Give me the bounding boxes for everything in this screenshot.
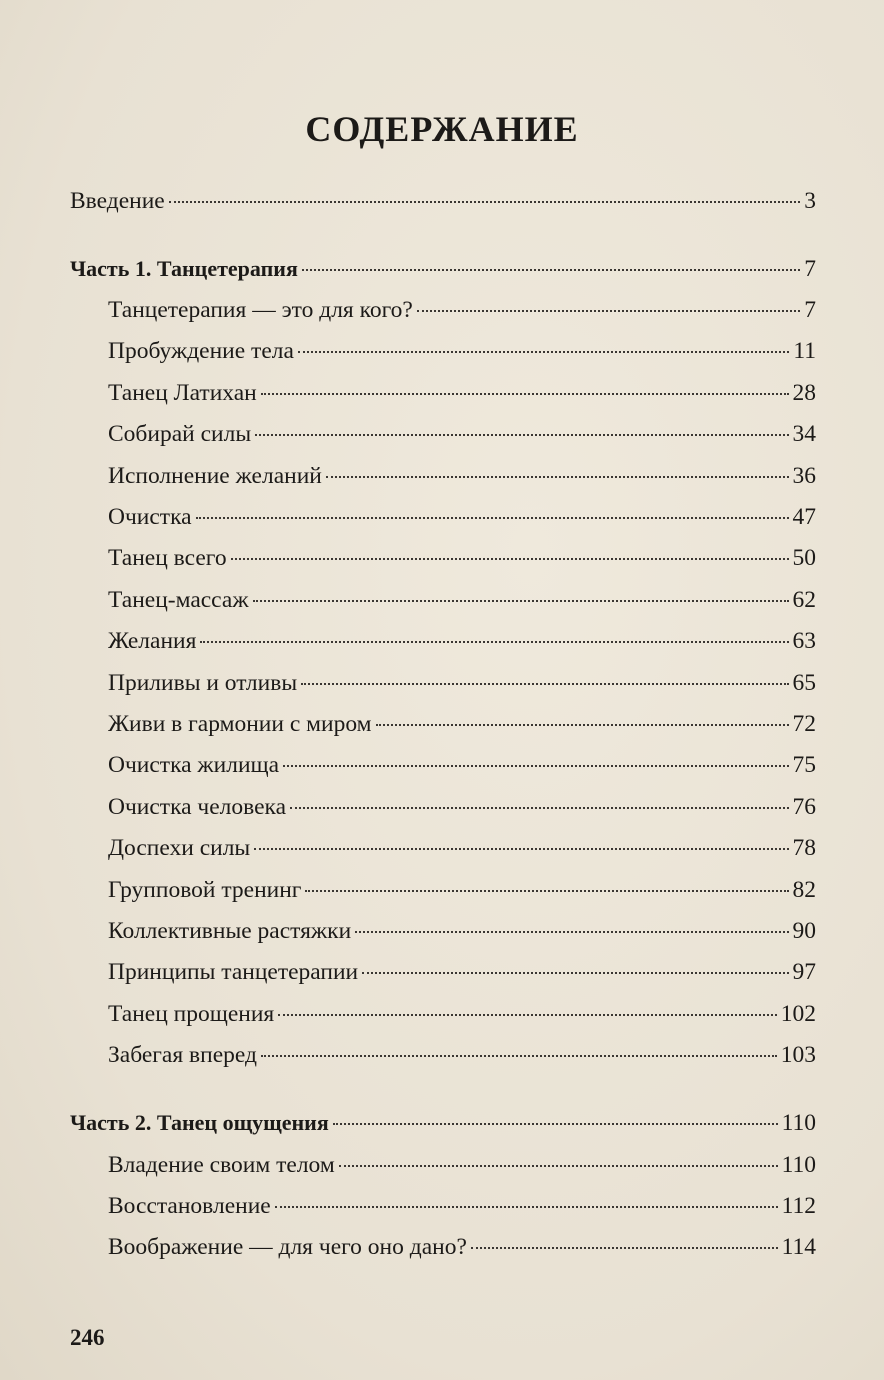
toc-entry bbox=[108, 1234, 816, 1266]
toc-entry bbox=[108, 918, 816, 950]
toc-entry bbox=[108, 545, 816, 577]
toc-entry-label: Групповой тренинг bbox=[108, 876, 302, 903]
toc-entry bbox=[108, 711, 816, 743]
toc-entry-label: Танец-массаж bbox=[108, 586, 249, 613]
toc-part-heading bbox=[70, 256, 816, 288]
toc-page-number: 34 bbox=[792, 421, 816, 448]
dot-leader bbox=[254, 848, 788, 850]
toc-entry bbox=[108, 338, 816, 370]
toc-part-label: Часть 2. Танец ощущения bbox=[70, 1110, 329, 1135]
toc-page-number: 62 bbox=[792, 586, 816, 613]
toc-entry bbox=[108, 421, 816, 453]
toc-entry-label: Введение bbox=[70, 188, 165, 214]
toc-page-number: 63 bbox=[792, 628, 816, 655]
toc-entry-label: Принципы танцетерапии bbox=[108, 959, 359, 986]
toc-entry-label: Танец всего bbox=[108, 545, 227, 572]
toc-entry-label: Приливы и отливы bbox=[108, 669, 298, 696]
toc-entry-label: Очистка человека bbox=[108, 793, 287, 820]
toc-entry bbox=[108, 587, 816, 619]
toc-page-number: 65 bbox=[792, 669, 816, 696]
dot-leader bbox=[362, 972, 788, 974]
dot-leader bbox=[355, 931, 788, 933]
toc-entry bbox=[108, 877, 816, 909]
toc-entry-intro bbox=[70, 188, 816, 220]
page-title: СОДЕРЖАНИЕ bbox=[305, 109, 579, 149]
toc-page-number: 112 bbox=[781, 1193, 816, 1219]
dot-leader bbox=[298, 351, 789, 353]
toc-part-heading bbox=[70, 1110, 816, 1142]
toc-entry-label: Коллективные растяжки bbox=[108, 918, 352, 944]
toc-page-number: 102 bbox=[780, 1000, 816, 1027]
toc-page-number: 7 bbox=[804, 256, 816, 282]
dot-leader bbox=[305, 890, 788, 892]
toc-entry-label: Желания bbox=[108, 628, 197, 655]
toc-page-number: 76 bbox=[792, 793, 816, 820]
toc-entry-label: Исполнение желаний bbox=[108, 462, 322, 489]
dot-leader bbox=[301, 683, 788, 685]
toc-entry-label: Танец Латихан bbox=[108, 379, 257, 406]
dot-leader bbox=[255, 434, 788, 436]
dot-leader bbox=[376, 724, 789, 726]
toc-entry bbox=[108, 670, 816, 702]
dot-leader bbox=[471, 1247, 778, 1249]
toc-page-number: 78 bbox=[792, 835, 816, 862]
toc-entry-label: Танцетерапия — это для кого? bbox=[108, 297, 413, 323]
toc-page-number: 110 bbox=[781, 1110, 816, 1136]
toc-page-number: 97 bbox=[792, 959, 816, 986]
page-number: 246 bbox=[70, 1325, 105, 1350]
toc-page-number: 47 bbox=[792, 504, 816, 530]
toc-page-number: 75 bbox=[792, 752, 816, 779]
dot-leader bbox=[326, 476, 789, 478]
toc-entry bbox=[108, 752, 816, 784]
dot-leader bbox=[169, 201, 801, 203]
toc-entry-label: Танец прощения bbox=[108, 1000, 275, 1027]
dot-leader bbox=[283, 765, 788, 767]
toc-page-number: 90 bbox=[792, 918, 816, 944]
dot-leader bbox=[200, 641, 788, 643]
dot-leader bbox=[261, 393, 789, 395]
toc-entry bbox=[108, 794, 816, 826]
toc-entry bbox=[108, 1001, 816, 1033]
toc-entry-label: Владение своим телом bbox=[108, 1152, 335, 1178]
dot-leader bbox=[290, 807, 788, 809]
toc-page-number: 72 bbox=[792, 711, 816, 737]
dot-leader bbox=[339, 1165, 778, 1167]
toc-entry-label: Собирай силы bbox=[108, 421, 252, 448]
dot-leader bbox=[278, 1014, 777, 1016]
toc-entry bbox=[108, 959, 816, 991]
toc-page-number: 7 bbox=[804, 297, 816, 323]
toc-entry bbox=[108, 380, 816, 412]
toc-page-number: 3 bbox=[804, 188, 816, 214]
dot-leader bbox=[196, 517, 789, 519]
toc-entry bbox=[108, 504, 816, 536]
dot-leader bbox=[333, 1123, 778, 1125]
toc-entry-label: Очистка жилища bbox=[108, 752, 280, 779]
toc-entry-label: Забегая вперед bbox=[108, 1042, 257, 1069]
toc-entry bbox=[108, 1152, 816, 1184]
toc-entry bbox=[108, 1042, 816, 1074]
dot-leader bbox=[231, 558, 789, 560]
toc-entry bbox=[108, 297, 816, 329]
toc-entry-label: Воображение — для чего оно дано? bbox=[108, 1234, 467, 1260]
toc-page-number: 50 bbox=[792, 545, 816, 572]
dot-leader bbox=[253, 600, 789, 602]
toc-entry-label: Очистка bbox=[108, 504, 192, 530]
dot-leader bbox=[261, 1055, 777, 1057]
toc-entry-label: Восстановление bbox=[108, 1193, 271, 1219]
toc-page-number: 103 bbox=[780, 1042, 816, 1069]
toc-entry-label: Доспехи силы bbox=[108, 835, 251, 862]
dot-leader bbox=[275, 1206, 778, 1208]
toc-entry bbox=[108, 463, 816, 495]
toc-entry bbox=[108, 1193, 816, 1225]
toc-page-number: 11 bbox=[793, 338, 816, 365]
toc-page-number: 82 bbox=[792, 876, 816, 903]
toc-part-label: Часть 1. Танцетерапия bbox=[70, 256, 298, 281]
dot-leader bbox=[302, 269, 800, 271]
toc-entry bbox=[108, 835, 816, 867]
toc-entry-label: Пробуждение тела bbox=[108, 338, 294, 365]
toc-entry-label: Живи в гармонии с миром bbox=[108, 711, 372, 737]
toc-page-number: 28 bbox=[792, 379, 816, 406]
toc-entry bbox=[108, 628, 816, 660]
dot-leader bbox=[417, 310, 800, 312]
toc-page-number: 114 bbox=[781, 1234, 816, 1260]
toc-page-number: 36 bbox=[792, 462, 816, 489]
toc-page-number: 110 bbox=[781, 1152, 816, 1178]
